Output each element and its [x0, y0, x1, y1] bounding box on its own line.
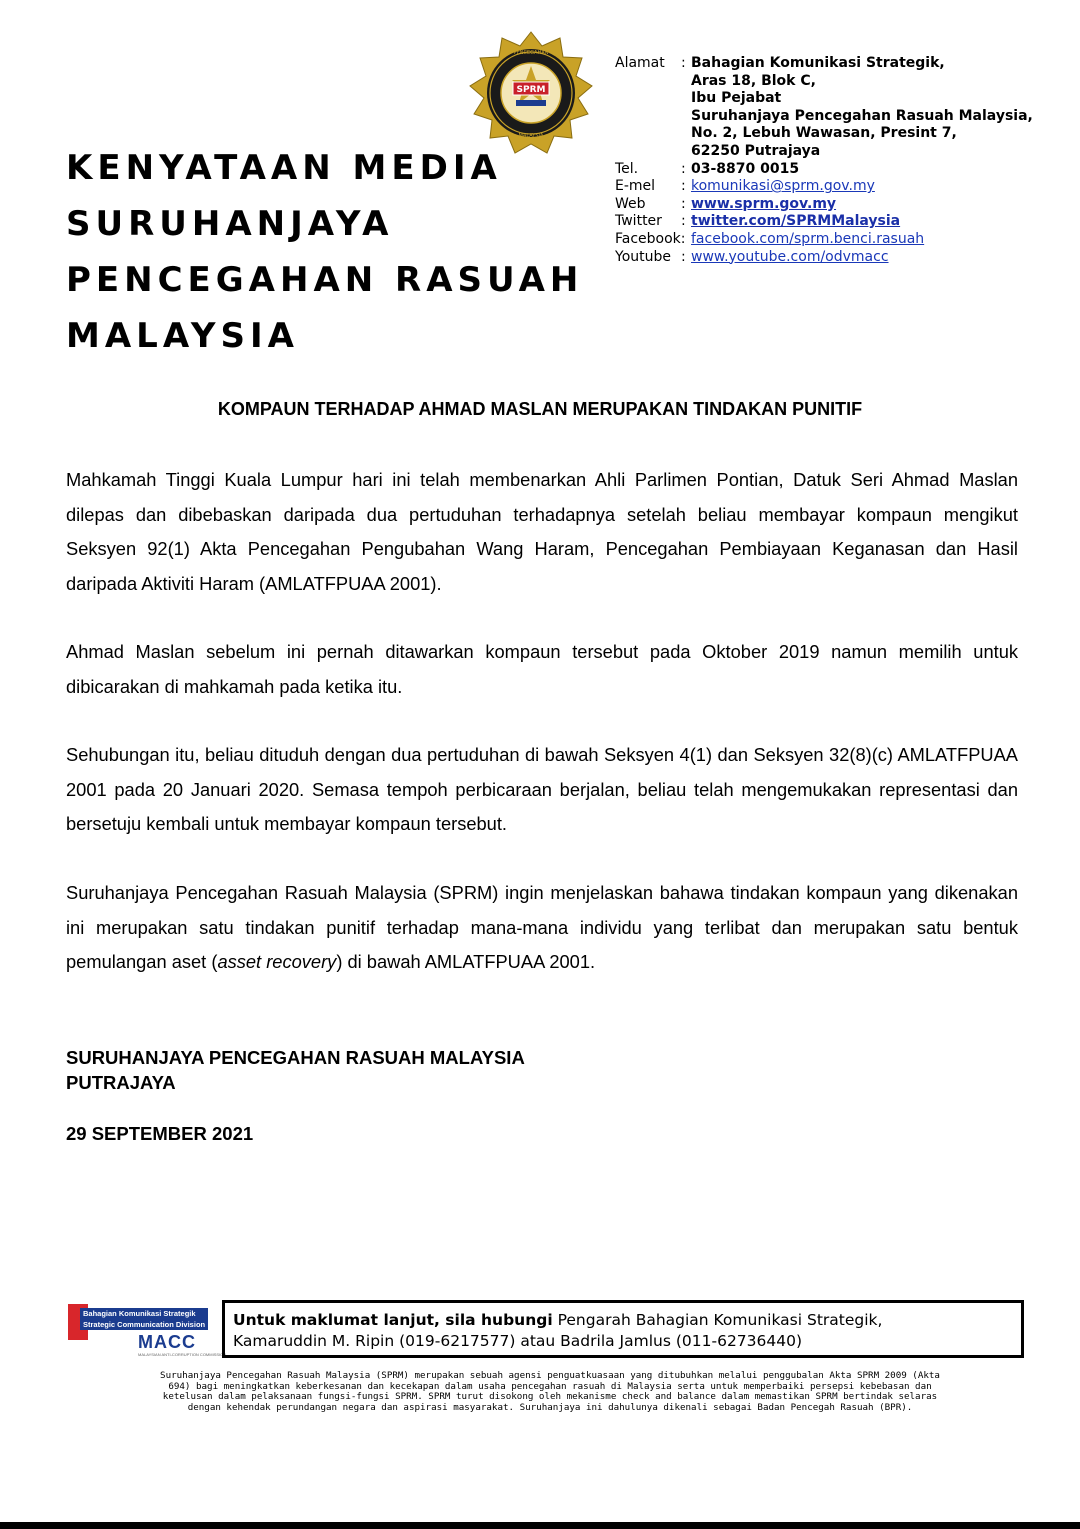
title-line-1: KENYATAAN MEDIA [66, 148, 502, 188]
sprm-seal-icon [468, 30, 594, 156]
document-title [66, 140, 626, 364]
title-line-3: PENCEGAHAN RASUAH [66, 260, 584, 300]
signature-organization: SURUHANJAYA PENCEGAHAN RASUAH MALAYSIA [66, 1047, 525, 1068]
address-line-6: 62250 Putrajaya [691, 142, 821, 159]
address-line-4: Suruhanjaya Pencegahan Rasuah Malaysia, [691, 107, 1033, 124]
paragraph-4-text: Suruhanjaya Pencegahan Rasuah Malaysia (SPRM) ingin menjelaskan bahawa tindakan kompaun yang dikenakan ini merupakan satu tindakan punitif terhadap mana-mana individu yang terlibat dan merupakan satu bentuk pemulangan aset ( [66, 882, 1018, 972]
twitter-label: Twitter [615, 213, 662, 230]
address-line-1: Bahagian Komunikasi Strategik, [691, 55, 945, 71]
signature-block [66, 1045, 525, 1095]
paragraph-4-end: ) di bawah AMLATFPUAA 2001. [336, 951, 596, 972]
address-line-5: No. 2, Lebuh Wawasan, Presint 7, [691, 125, 957, 142]
youtube-link[interactable]: www.youtube.com/odvmacc [691, 248, 889, 265]
youtube-label: Youtube [615, 248, 671, 265]
disclaimer [60, 1371, 1040, 1413]
contact-block: Alamat : Bahagian Komunikasi Strategik, Aras 18, Blok C, Ibu Pejabat Suruhanjaya Pencegahan Rasuah Malaysia, No. 2, Lebuh Wawasan, Presint 7, 62250 Putrajaya Tel. : 03-8870 0015 E-mel : komunikasi@sprm.gov.my Web : www.sprm.gov.my Twitter : twitter.com/SPRMMalaysia Facebook: facebook.com/sprm.benci.rasuah Youtube : www.youtube.com/odvmacc [615, 55, 1065, 266]
macc-division-logo [68, 1304, 227, 1358]
email-link[interactable]: komunikasi@sprm.gov.my [691, 178, 875, 195]
release-date: 29 SEPTEMBER 2021 [66, 1123, 254, 1144]
title-line-2: SURUHANJAYA [66, 204, 394, 244]
disclaimer-line-3: ketelusan dalam pelaksanaan fungsi-fungsi SPRM. SPRM turut disokong oleh mekanisme check and balance dalam memastikan SPRM bertindak selaras [162, 1391, 938, 1402]
paragraph-4-italic: asset recovery [217, 951, 337, 972]
tel-label: Tel. [615, 160, 639, 177]
macc-logo-subtext: MALAYSIAN ANTI-CORRUPTION COMMISSION [138, 1352, 227, 1357]
svg-text:MALAYSIA: MALAYSIA [518, 133, 544, 139]
web-label: Web [615, 195, 646, 212]
further-info-text: Pengarah Bahagian Komunikasi Strategik, [552, 1311, 883, 1329]
address-label: Alamat [615, 55, 665, 71]
headline: KOMPAUN TERHADAP AHMAD MASLAN MERUPAKAN TINDAKAN PUNITIF [217, 399, 863, 419]
further-info-lead: Untuk maklumat lanjut, sila hubungi [233, 1311, 553, 1329]
macc-logo-text: MACC [138, 1332, 196, 1352]
address-line-3: Ibu Pejabat [691, 90, 782, 107]
address-line-2: Aras 18, Blok C, [691, 72, 816, 89]
facebook-label: Facebook: [615, 230, 686, 247]
paragraph-3: Sehubungan itu, beliau dituduh dengan dua pertuduhan di bawah Seksyen 4(1) dan Seksyen 32(8)(c) AMLATFPUAA 2001 pada 20 Januari 2020. Semasa tempoh perbicaraan berjalan, beliau telah mengemukakan representasi dan bersetuju kembali untuk membayar kompaun tersebut. [66, 744, 1018, 834]
svg-text:SPRM: SPRM [516, 85, 546, 95]
email-label: E-mel [615, 178, 656, 195]
further-info-contacts: Kamaruddin M. Ripin (019-6217577) atau Badrila Jamlus (011-62736440) [233, 1332, 803, 1350]
twitter-link[interactable]: twitter.com/SPRMMalaysia [691, 213, 901, 230]
title-line-4: MALAYSIA [66, 316, 299, 356]
paragraph-1: Mahkamah Tinggi Kuala Lumpur hari ini telah membenarkan Ahli Parlimen Pontian, Datuk Seri Ahmad Maslan dilepas dan dibebaskan daripada dua pertuduhan terhadapnya setelah beliau membayar kompaun mengikut Seksyen 92(1) Akta Pencegahan Pengubahan Wang Haram, Pencegahan Pembiayaan Keganasan dan Hasil daripada Aktiviti Haram (AMLATFPUAA 2001). [66, 469, 1018, 594]
web-link[interactable]: www.sprm.gov.my [691, 195, 837, 212]
paragraph-2: Ahmad Maslan sebelum ini pernah ditawarkan kompaun tersebut pada Oktober 2019 namun memilih untuk dibicarakan di mahkamah pada ketika itu. [66, 641, 1018, 697]
disclaimer-line-1: Suruhanjaya Pencegahan Rasuah Malaysia (SPRM) merupakan sebuah agensi penguatkuasaan yang ditubuhkan melalui penggubalan Akta SPRM 2009 (Akta [160, 1370, 940, 1381]
svg-text:PENCEGAHAN: PENCEGAHAN [513, 50, 549, 56]
paragraph-4 [66, 876, 1018, 980]
logo-line-2: Strategic Communication Division [83, 1320, 206, 1329]
facebook-link[interactable]: facebook.com/sprm.benci.rasuah [691, 230, 925, 247]
logo-line-1: Bahagian Komunikasi Strategik [83, 1309, 196, 1318]
signature-location: PUTRAJAYA [66, 1072, 176, 1093]
tel-value: 03-8870 0015 [691, 160, 800, 177]
further-info-box [222, 1300, 1024, 1358]
disclaimer-line-4: dengan kehendak perundangan negara dan aspirasi masyarakat. Suruhanjaya ini dahulunya dikenali sebagai Badan Pencegah Rasuah (BPR). [187, 1401, 913, 1413]
disclaimer-line-2: 694) bagi meningkatkan keberkesanan dan kecekapan dalam usaha pencegahan rasuah di Malaysia serta untuk memperbaiki persepsi kebebasan dan [168, 1380, 932, 1392]
bottom-rule [0, 1522, 1080, 1529]
